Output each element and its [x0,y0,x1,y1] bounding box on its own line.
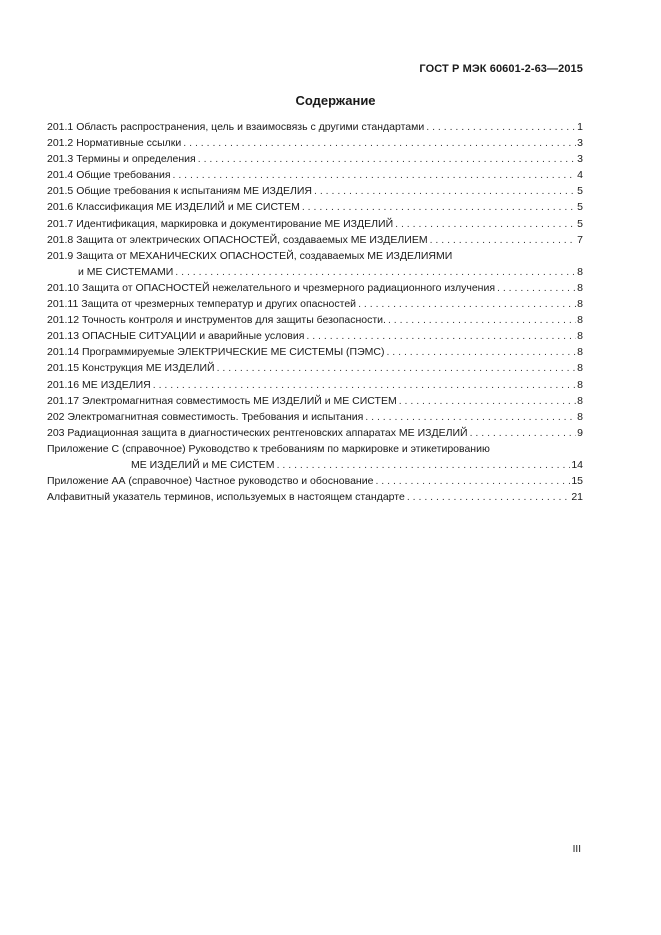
toc-leader-dots [198,151,576,167]
toc-entry-page: 14 [571,458,583,471]
toc-entry[interactable] [47,199,583,215]
toc-leader-dots [470,425,577,441]
page-title: Содержание [295,93,376,108]
toc-entry-title: МЕ ИЗДЕЛИЙ и МЕ СИСТЕМ [131,458,275,471]
toc-entry-page: 8 [577,394,583,407]
toc-entry-page: 21 [571,491,583,504]
toc-entry-page: 3 [577,137,583,150]
toc-leader-dots [358,296,576,312]
toc-leader-dots [426,119,576,135]
toc-entry[interactable] [47,183,583,199]
toc-leader-dots [314,183,576,199]
toc-entry-page: 8 [577,265,583,278]
toc-entry-title: 201.15 Конструкция МЕ ИЗДЕЛИЙ [47,362,215,375]
toc-entry-title: 203 Радиационная защита в диагностических рентгеновских аппаратах МЕ ИЗДЕЛИЙ [47,426,468,439]
toc-entry[interactable] [47,280,583,296]
toc-leader-dots [173,167,577,183]
toc-entry-page: 1 [577,121,583,133]
toc-entry-page: 8 [577,410,583,423]
toc-entry-title: Приложение АА (справочное) Частное руководство и обоснование [47,475,374,488]
toc-leader-dots [407,489,571,505]
toc-entry[interactable] [47,393,583,409]
toc-leader-dots [386,344,576,360]
toc-leader-dots [375,473,570,489]
toc-entry[interactable] [47,425,583,441]
toc-entry-page: 5 [577,217,583,230]
toc-entry-page: 8 [577,362,583,375]
table-of-contents [47,119,583,505]
toc-entry[interactable] [47,344,583,360]
toc-entry-page: 8 [577,281,583,294]
toc-leader-dots [302,199,576,215]
toc-entry-title: 201.12 Точность контроля и инструментов для защиты безопасности. [47,314,386,327]
toc-leader-dots [175,264,576,280]
toc-entry-page: 8 [577,378,583,391]
toc-entry-title: 201.16 МЕ ИЗДЕЛИЯ [47,378,151,391]
toc-entry-title: 201.6 Классификация МЕ ИЗДЕЛИЙ и МЕ СИСТЕМ [47,201,300,214]
toc-entry-title: и МЕ СИСТЕМАМИ [78,265,174,278]
toc-entry-title: 201.10 Защита от ОПАСНОСТЕЙ нежелательного и чрезмерного радиационного излучения [47,281,496,294]
document-code: ГОСТ Р МЭК 60601-2-63—2015 [419,63,583,75]
toc-entry-title: 201.2 Нормативные ссылки [47,137,182,150]
toc-entry-title: 201.4 Общие требования [47,169,171,182]
toc-entry[interactable] [47,151,583,167]
toc-entry-page: 9 [577,426,583,439]
toc-entry[interactable] [47,473,583,489]
toc-entry[interactable] [47,232,583,248]
toc-entry-title: 201.3 Термины и определения [47,153,196,166]
toc-entry-title: 201.13 ОПАСНЫЕ СИТУАЦИИ и аварийные условия [47,330,305,343]
toc-leader-dots [395,216,576,232]
toc-entry-page: 4 [577,169,583,182]
toc-entry-page: 8 [577,314,583,327]
toc-entry-page: 5 [577,185,583,198]
toc-entry-page: 8 [577,330,583,343]
toc-leader-dots [430,232,577,248]
toc-entry[interactable] [47,264,583,280]
toc-entry[interactable] [47,119,583,135]
toc-entry-title: 201.17 Электромагнитная совместимость МЕ ИЗДЕЛИЙ и МЕ СИСТЕМ [47,394,397,407]
toc-leader-dots [183,135,576,151]
toc-entry-first-line: 201.9 Защита от МЕХАНИЧЕСКИХ ОПАСНОСТЕЙ, создаваемых МЕ ИЗДЕЛИЯМИ [47,249,453,262]
toc-leader-dots [277,457,571,473]
toc-entry-title: Алфавитный указатель терминов, используемых в настоящем стандарте [47,491,405,504]
toc-entry[interactable] [47,409,583,425]
page-number: III [572,844,581,855]
toc-entry-title: 201.7 Идентификация, маркировка и документирование МЕ ИЗДЕЛИЙ [47,217,394,230]
toc-entry-page: 3 [577,153,583,166]
toc-entry-title: 201.11 Защита от чрезмерных температур и других опасностей [47,298,357,311]
toc-entry[interactable] [47,312,583,328]
toc-entry[interactable] [47,296,583,312]
toc-entry[interactable] [47,377,583,393]
toc-leader-dots [306,328,576,344]
toc-leader-dots [399,393,576,409]
toc-entry-page: 15 [571,475,583,488]
toc-entry-page: 5 [577,201,583,214]
toc-entry-title: 202 Электромагнитная совместимость. Требования и испытания [47,410,364,423]
toc-entry[interactable] [47,360,583,376]
toc-entry-title: 201.8 Защита от электрических ОПАСНОСТЕЙ, создаваемых МЕ ИЗДЕЛИЕМ [47,233,428,246]
toc-entry-title: 201.14 Программируемые ЭЛЕКТРИЧЕСКИЕ МЕ СИСТЕМЫ (ПЭМС) [47,346,385,359]
toc-entry-title: 201.5 Общие требования к испытаниям МЕ ИЗДЕЛИЯ [47,185,312,198]
toc-entry[interactable] [47,167,583,183]
toc-entry-title: 201.1 Область распространения, цель и взаимосвязь с другими стандартами [47,121,425,133]
toc-entry-page: 8 [577,346,583,359]
toc-leader-dots [153,377,576,393]
toc-entry[interactable] [47,457,583,473]
toc-entry-page: 8 [577,298,583,311]
toc-entry[interactable] [47,216,583,232]
toc-leader-dots [497,280,576,296]
toc-entry-page: 7 [577,233,583,246]
toc-entry-first-line: Приложение С (справочное) Руководство к требованиям по маркировке и этикетированию [47,442,490,455]
toc-entry[interactable] [47,489,583,505]
toc-entry[interactable] [47,328,583,344]
toc-entry[interactable] [47,135,583,151]
toc-leader-dots [217,360,577,376]
toc-leader-dots [388,312,576,328]
toc-leader-dots [365,409,576,425]
